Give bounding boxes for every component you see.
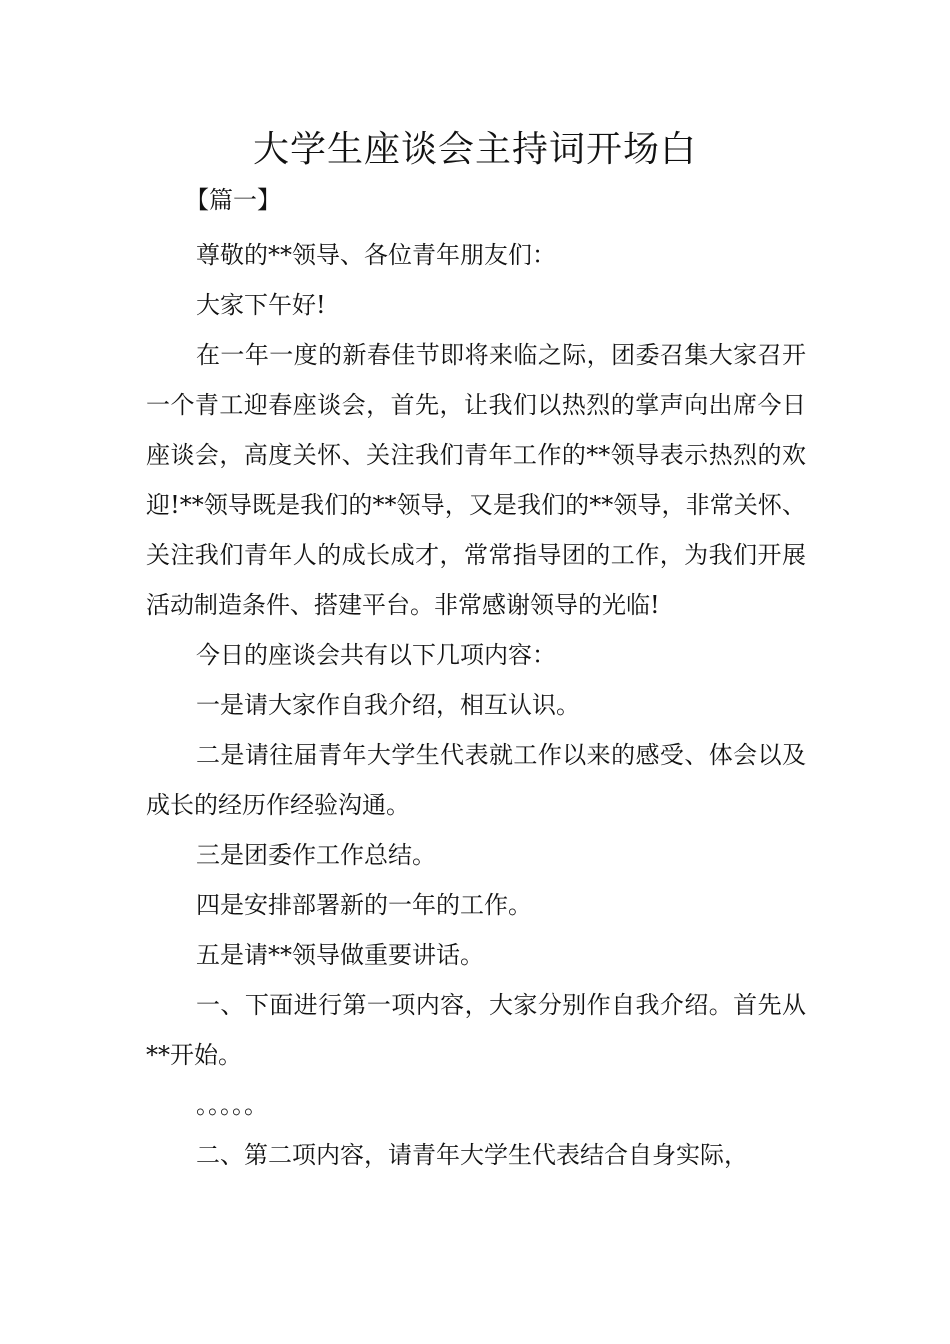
paragraph-ellipsis: 。。。。。 (196, 1091, 268, 1119)
paragraph-salutation: 尊敬的**领导、各位青年朋友们： (196, 241, 556, 269)
document-title: 大学生座谈会主持词开场白 (252, 129, 697, 170)
paragraph-agenda-item-3: 三是团委作工作总结。 (196, 841, 436, 869)
paragraph-agenda-item-5: 五是请**领导做重要讲话。 (196, 941, 484, 969)
paragraph-part-one: 一、下面进行第一项内容，大家分别作自我介绍。首先从**开始。 (146, 991, 806, 1069)
paragraph-part-two: 二、第二项内容，请青年大学生代表结合自身实际， (196, 1141, 748, 1169)
paragraph-agenda-item-2: 二是请往届青年大学生代表就工作以来的感受、体会以及成长的经历作经验沟通。 (146, 741, 806, 819)
section-label: 【篇一】 (185, 186, 281, 214)
paragraph-agenda-intro: 今日的座谈会共有以下几项内容： (196, 641, 556, 669)
paragraph-agenda-item-1: 一是请大家作自我介绍，相互认识。 (196, 691, 580, 719)
paragraph-greeting: 大家下午好! (196, 291, 326, 319)
paragraph-opening: 在一年一度的新春佳节即将来临之际，团委召集大家召开一个青工迎春座谈会，首先，让我们以热烈的掌声向出席今日座谈会，高度关怀、关注我们青年工作的**领导表示热烈的欢迎!**领导既是我们的**领导，又是我们的**领导，非常关怀、关注我们青年人的成长成才，常常指导团的工作，为我们开展活动制造条件、搭建平台。非常感谢领导的光临! (146, 341, 806, 619)
document-body (146, 230, 806, 1180)
paragraph-agenda-item-4: 四是安排部署新的一年的工作。 (196, 891, 532, 919)
